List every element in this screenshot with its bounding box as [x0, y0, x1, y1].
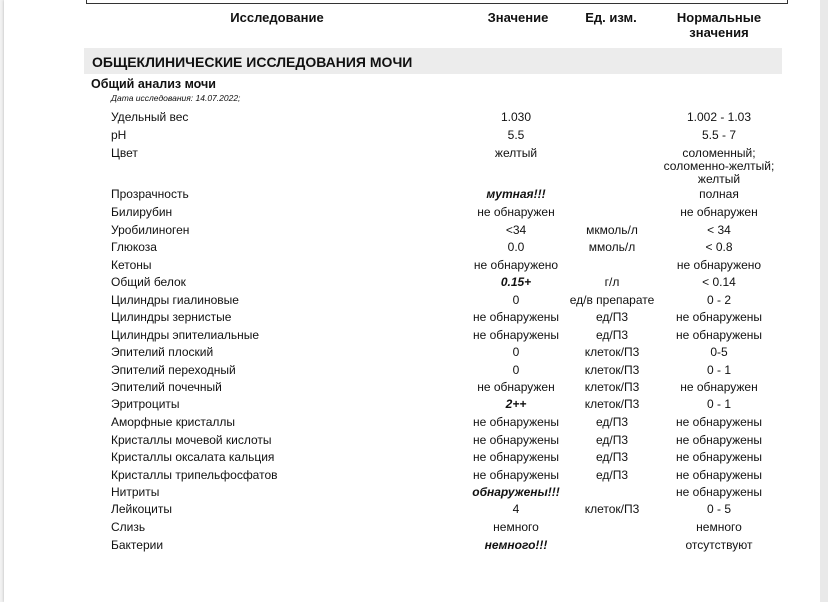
test-unit: клеток/П3: [584, 380, 640, 394]
norm-line: 0 - 1: [706, 363, 731, 377]
test-name: Лейкоциты: [111, 502, 173, 516]
test-norm: [654, 486, 784, 499]
test-name: Прозрачность: [111, 187, 189, 201]
test-name: Уробилиноген: [111, 223, 190, 237]
norm-line: полная: [699, 187, 739, 201]
test-name: Аморфные кристаллы: [111, 415, 236, 429]
test-name: Нитриты: [111, 485, 160, 499]
test-name: Глюкоза: [111, 240, 157, 254]
column-header-study: Исследование: [230, 10, 324, 25]
test-norm: [654, 346, 784, 359]
test-norm: [654, 416, 784, 429]
test-unit: ед/П3: [595, 328, 629, 342]
test-name: Цилиндры гиалиновые: [111, 293, 239, 307]
norm-line: < 34: [707, 223, 731, 237]
test-norm: [654, 469, 784, 482]
test-norm: [654, 503, 784, 516]
subsection-title: Общий анализ мочи: [91, 77, 216, 91]
test-norm: [654, 224, 784, 237]
norm-line: не обнаружен: [680, 205, 758, 219]
test-norm: [654, 241, 784, 254]
test-unit: клеток/П3: [584, 363, 640, 377]
test-name: Билирубин: [111, 205, 173, 219]
test-value: 0: [512, 293, 520, 307]
test-norm: [654, 188, 784, 201]
test-value: 0.15+: [500, 275, 532, 289]
test-norm: [654, 259, 784, 272]
norm-line: желтый: [697, 172, 741, 186]
test-name: Эпителий почечный: [111, 380, 222, 394]
test-value: не обнаружено: [473, 258, 559, 272]
test-value: не обнаружены: [472, 433, 560, 447]
test-norm: [654, 294, 784, 307]
test-value: 0.0: [507, 240, 525, 254]
norm-line: не обнаружены: [675, 433, 763, 447]
test-name: Кристаллы мочевой кислоты: [111, 433, 272, 447]
test-value: 0: [512, 345, 520, 359]
test-value: немного!!!: [484, 538, 548, 552]
section-header: [84, 48, 782, 74]
norm-line: не обнаружен: [680, 380, 758, 394]
test-unit: ед/в препарате: [569, 293, 655, 307]
test-value: не обнаружены: [472, 450, 560, 464]
test-value: не обнаружен: [477, 380, 555, 394]
norm-line: < 0.14: [702, 275, 736, 289]
top-frame-border: [86, 0, 788, 4]
norm-line: 0 - 1: [706, 397, 731, 411]
test-name: Кристаллы оксалата кальция: [111, 450, 275, 464]
test-name: Удельный вес: [111, 110, 189, 124]
norm-line: не обнаружены: [675, 450, 763, 464]
test-value: не обнаружен: [477, 205, 555, 219]
test-value: не обнаружены: [472, 468, 560, 482]
test-name: Бактерии: [111, 538, 164, 552]
test-norm: [654, 147, 784, 186]
test-name: Эритроциты: [111, 397, 180, 411]
study-date: Дата исследования: 14.07.2022;: [111, 93, 241, 103]
test-name: Эпителий плоский: [111, 345, 214, 359]
test-value: 4: [512, 502, 520, 516]
norm-line: отсутствуют: [685, 538, 753, 552]
test-name: Эпителий переходный: [111, 363, 236, 377]
test-norm: [654, 521, 784, 534]
norm-line: не обнаружено: [676, 258, 762, 272]
test-norm: [654, 311, 784, 324]
test-name: Общий белок: [111, 275, 186, 289]
test-value: <34: [505, 223, 527, 237]
test-norm: [654, 329, 784, 342]
column-header-unit: Ед. изм.: [585, 10, 637, 25]
test-value: 1.030: [500, 110, 532, 124]
test-unit: клеток/П3: [584, 502, 640, 516]
test-norm: [654, 206, 784, 219]
test-value: обнаружены!!!: [472, 485, 560, 499]
test-value: не обнаружены: [472, 310, 560, 324]
test-value: не обнаружены: [472, 415, 560, 429]
norm-line: < 0.8: [705, 240, 733, 254]
norm-header-line1: Нормальные: [676, 10, 762, 25]
norm-line: не обнаружены: [675, 310, 763, 324]
test-value: 0: [512, 363, 520, 377]
norm-line: не обнаружены: [675, 485, 763, 499]
test-unit: клеток/П3: [584, 397, 640, 411]
test-unit: ед/П3: [595, 433, 629, 447]
test-norm: [654, 111, 784, 124]
test-unit: клеток/П3: [584, 345, 640, 359]
test-norm: [654, 398, 784, 411]
column-header-value: Значение: [487, 10, 549, 25]
test-value: не обнаружены: [472, 328, 560, 342]
test-name: Кетоны: [111, 258, 152, 272]
test-value: 5.5: [507, 128, 525, 142]
test-name: Цвет: [111, 146, 138, 160]
test-name: Слизь: [111, 520, 146, 534]
norm-header-line2: значения: [689, 25, 749, 40]
test-unit: ед/П3: [595, 310, 629, 324]
test-unit: ед/П3: [595, 450, 629, 464]
test-name: pH: [111, 128, 127, 142]
norm-line: 0 - 5: [706, 502, 731, 516]
test-unit: ед/П3: [595, 415, 629, 429]
norm-line: не обнаружены: [675, 415, 763, 429]
norm-line: немного: [696, 520, 742, 534]
norm-line: 0 - 2: [706, 293, 731, 307]
norm-line: соломенный;: [682, 146, 756, 160]
test-value: мутная!!!: [486, 187, 546, 201]
viewer-edge: [820, 0, 828, 602]
test-value: немного: [493, 520, 539, 534]
test-unit: ед/П3: [595, 468, 629, 482]
section-title: ОБЩЕКЛИНИЧЕСКИЕ ИССЛЕДОВАНИЯ МОЧИ: [92, 54, 413, 70]
norm-line: 1.002 - 1.03: [686, 110, 752, 124]
column-header-norm: [656, 10, 782, 40]
test-unit: г/л: [604, 275, 620, 289]
test-unit: ммоль/л: [588, 240, 636, 254]
test-norm: [654, 364, 784, 377]
test-norm: [654, 539, 784, 552]
norm-line: не обнаружены: [675, 328, 763, 342]
test-unit: мкмоль/л: [586, 223, 638, 237]
test-name: Цилиндры зернистые: [111, 310, 232, 324]
test-name: Цилиндры эпителиальные: [111, 328, 260, 342]
test-norm: [654, 451, 784, 464]
test-norm: [654, 381, 784, 394]
test-norm: [654, 276, 784, 289]
test-name: Кристаллы трипельфосфатов: [111, 468, 278, 482]
norm-line: соломенно-желтый;: [663, 159, 775, 173]
test-norm: [654, 129, 784, 142]
norm-line: не обнаружены: [675, 468, 763, 482]
test-norm: [654, 434, 784, 447]
test-value: 2++: [505, 397, 527, 411]
test-value: желтый: [494, 146, 538, 160]
norm-line: 5.5 - 7: [701, 128, 737, 142]
norm-line: 0-5: [710, 345, 728, 359]
